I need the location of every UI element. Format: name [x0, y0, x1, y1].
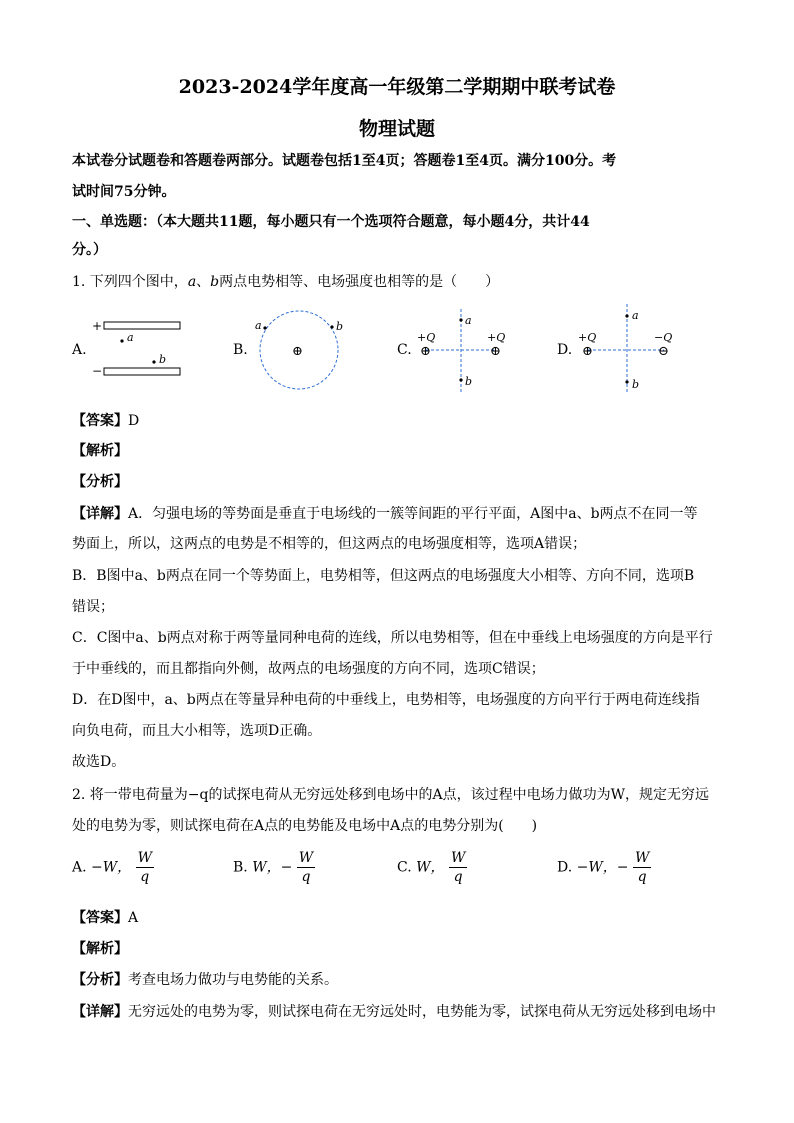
label-b: b [159, 353, 167, 366]
q1-detail-line-6: 于中垂线的，而且都指向外侧，故两点的电场强度的方向不同，选项C错误； [72, 661, 545, 677]
q1-option-c-label: C. [397, 342, 412, 358]
q1-detail-line-4: 错误； [72, 599, 114, 615]
point-a [263, 326, 266, 329]
q1-detail-line-9: 故选D。 [72, 754, 126, 770]
q1-figure-c [412, 306, 512, 394]
q1-detail-line-3: B．B图中a、b两点在同一个等势面上，电势相等，但这两点的电场强度大小相等、方向不同，选项B [72, 568, 695, 584]
plate-plus-sign: + [92, 319, 103, 333]
q2-stem-line-2: 处的电势为零，则试探电荷在A点的电势能及电场中A点的电势分别为( ) [72, 818, 538, 834]
label-positive-charge: +Q [578, 331, 597, 344]
positive-charge-symbol: ⊕ [582, 344, 593, 359]
q2-option-a: A. −W， $\frac{W}{q}$ [72, 850, 152, 885]
q1-analysis-label: 【解析】 [72, 443, 128, 459]
page-title: 2023-2024学年度高一年级第二学期期中联考试卷 [178, 76, 616, 98]
fraction: $\frac{W}{q}$ [634, 850, 650, 885]
fraction: $\frac{W}{q}$ [137, 850, 152, 885]
q1-figure-b [250, 308, 350, 392]
point-a [120, 339, 123, 342]
q2-option-c: C. W， $\frac{W}{q}$ [397, 850, 466, 885]
left-charge-symbol: ⊕ [420, 344, 431, 359]
q1-detail-line-1: 【详解】A．匀强电场的等势面是垂直于电场线的一簇等间距的平行平面，A图中a、b两点不在同一等 [72, 506, 698, 522]
q1-answer: 【答案】D [72, 413, 140, 429]
q1-option-d-label: D. [557, 342, 573, 358]
q1-detail-line-2: 势面上，所以，这两点的电势是不相等的，但这两点的电场强度相等，选项A错误； [72, 536, 587, 552]
intro-line-2: 试时间75分钟。 [72, 184, 176, 200]
label-a: a [127, 331, 134, 344]
label-negative-charge: −Q [654, 331, 673, 344]
label-b: b [632, 378, 640, 391]
right-charge-symbol: ⊕ [490, 344, 501, 359]
label-b: b [465, 375, 473, 388]
point-a [459, 318, 462, 321]
q1-option-b-label: B. [233, 342, 248, 358]
page-subtitle: 物理试题 [358, 118, 435, 140]
q1-figure-d [574, 302, 678, 394]
q2-analysis-label: 【解析】 [72, 941, 128, 957]
negative-charge-symbol: ⊖ [658, 344, 669, 359]
q1-detail-line-5: C．C图中a、b两点对称于两等量同种电荷的连线，所以电势相等，但在中垂线上电场强度的方向是平行 [72, 630, 713, 646]
q2-detail: 【详解】无穷远处的电势为零，则试探电荷在无穷远处时，电势能为零，试探电荷从无穷远处移到电场中 [72, 1004, 716, 1020]
point-b [459, 378, 462, 381]
q2-option-d: D. −W，− $\frac{W}{q}$ [557, 850, 650, 885]
intro-line-1: 本试卷分试题卷和答题卷两部分。试题卷包括1至4页；答题卷1至4页。满分100分。考 [72, 153, 617, 169]
label-a: a [255, 319, 262, 332]
q1-stem: 1. 下列四个图中，a、b两点电势相等、电场强度也相等的是（ ） [72, 274, 500, 290]
section-heading-line-2: 分。） [72, 242, 107, 258]
q2-option-b: B. W，− $\frac{W}{q}$ [233, 850, 314, 885]
section-heading-line-1: 一、单选题：（本大题共11题，每小题只有一个选项符合题意，每小题4分，共计44 [72, 214, 590, 230]
q1-fenxi-label: 【分析】 [72, 474, 128, 490]
point-charge-symbol: ⊕ [292, 344, 303, 359]
q1-detail-line-8: 向负电荷，而且大小相等，选项D正确。 [72, 723, 322, 739]
q2-fenxi: 【分析】考查电场力做功与电势能的关系。 [72, 972, 338, 988]
label-b: b [336, 320, 344, 333]
label-left-charge: +Q [417, 331, 436, 344]
point-b [330, 325, 333, 328]
q2-stem-line-1: 2. 将一带电荷量为−q的试探电荷从无穷远处移到电场中的A点，该过程中电场力做功为W，规定无穷远 [72, 787, 709, 803]
label-right-charge: +Q [487, 331, 506, 344]
negative-plate [104, 368, 180, 375]
point-b [152, 360, 155, 363]
q2-answer: 【答案】A [72, 910, 139, 926]
point-b [625, 380, 628, 383]
fraction: $\frac{W}{q}$ [450, 850, 466, 885]
label-a: a [632, 309, 639, 322]
fraction: $\frac{W}{q}$ [298, 850, 314, 885]
point-a [625, 314, 628, 317]
q1-figure-a [86, 315, 186, 381]
q1-option-a-label: A. [72, 342, 87, 358]
plate-minus-sign: − [92, 364, 103, 378]
q1-detail-line-7: D．在D图中，a、b两点在等量异种电荷的中垂线上，电势相等，电场强度的方向平行于两电荷连线指 [72, 692, 700, 708]
label-a: a [465, 314, 472, 327]
positive-plate [104, 322, 180, 329]
